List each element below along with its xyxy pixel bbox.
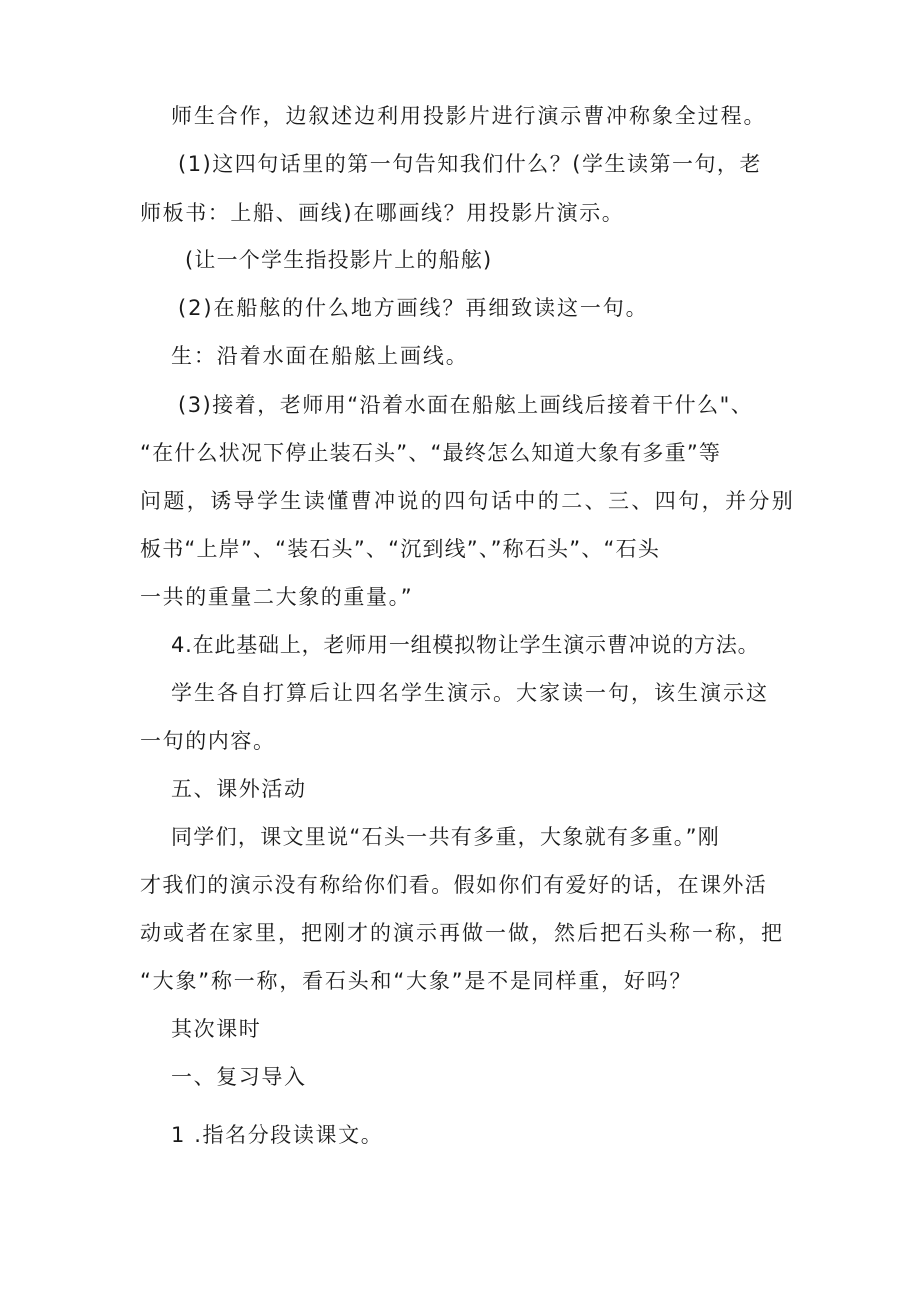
paragraph-line: 生：沿着水面在船舷上画线。	[171, 344, 469, 368]
paragraph-line: 1 .指名分段读课文。	[171, 1123, 384, 1147]
paragraph-line: “在什么状况下停止装石头”、“最终怎么知道大象有多重”等	[140, 441, 722, 465]
paragraph-line: (1)这四句话里的第一句告知我们什么？(学生读第一句，老	[178, 152, 762, 176]
paragraph-line: 才我们的演示没有称给你们看。假如你们有爱好的话，在课外活	[140, 873, 768, 897]
section-heading: 其次课时	[171, 1017, 262, 1041]
paragraph-line: “大象”称一称，看石头和“大象”是不是同样重，好吗？	[140, 969, 693, 993]
paragraph-line: (3)接着，老师用“沿着水面在船舷上画线后接着干什么"、	[178, 393, 754, 417]
paragraph-line: 板书“上岸”、“装石头”、“沉到线”、”称石头”、“石头	[140, 537, 661, 561]
section-heading: 一、复习导入	[171, 1065, 307, 1089]
paragraph-line: 问题，诱导学生读懂曹冲说的四句话中的二、三、四句，并分别	[140, 489, 796, 513]
paragraph-line: 一共的重量二大象的重量。”	[140, 585, 414, 609]
paragraph-line: (让一个学生指投影片上的船舷)	[185, 248, 493, 272]
paragraph-line: 师生合作，边叙述边利用投影片进行演示曹冲称象全过程。	[171, 104, 767, 128]
paragraph-line: 一句的内容。	[140, 729, 276, 753]
section-heading: 五、课外活动	[171, 777, 307, 801]
paragraph-line: 4.在此基础上，老师用一组模拟物让学生演示曹冲说的方法。	[171, 633, 760, 657]
paragraph-line: (2)在船舷的什么地方画线？再细致读这一句。	[178, 296, 649, 320]
paragraph-line: 动或者在家里，把刚才的演示再做一做，然后把石头称一称，把	[140, 921, 784, 945]
paragraph-line: 同学们，课文里说“石头一共有多重，大象就有多重。”刚	[171, 825, 721, 849]
paragraph-line: 学生各自打算后让四名学生演示。大家读一句，该生演示这	[171, 681, 769, 705]
paragraph-line: 师板书：上船、画线)在哪画线？用投影片演示。	[140, 201, 625, 225]
